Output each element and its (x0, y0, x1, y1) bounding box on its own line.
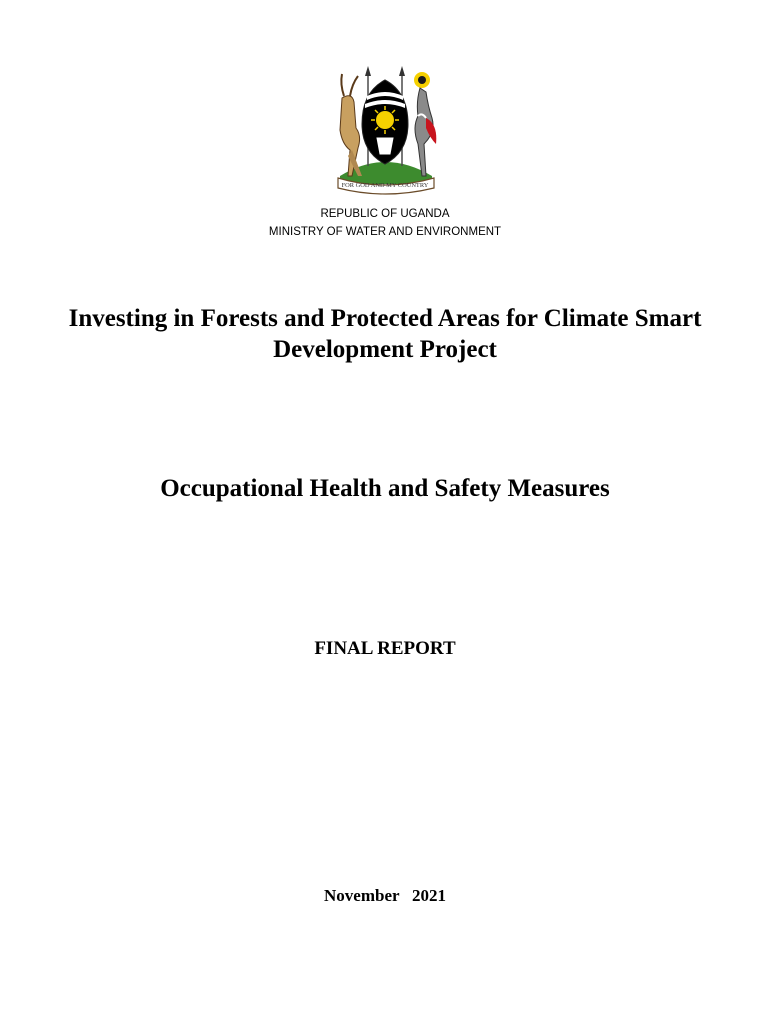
project-title: Investing in Forests and Protected Areas for Climate Smart Development Project (68, 305, 702, 363)
svg-text:FOR GOD AND MY COUNTRY: FOR GOD AND MY COUNTRY (341, 182, 429, 189)
ministry-name: MINISTRY OF WATER AND ENVIRONMENT (268, 226, 502, 238)
report-type-label: FINAL REPORT (314, 638, 456, 659)
document-title: Occupational Health and Safety Measures (160, 475, 610, 502)
country-name: REPUBLIC OF UGANDA (320, 208, 450, 220)
coat-of-arms-emblem (322, 66, 448, 196)
report-date: November 2021 (324, 886, 446, 905)
